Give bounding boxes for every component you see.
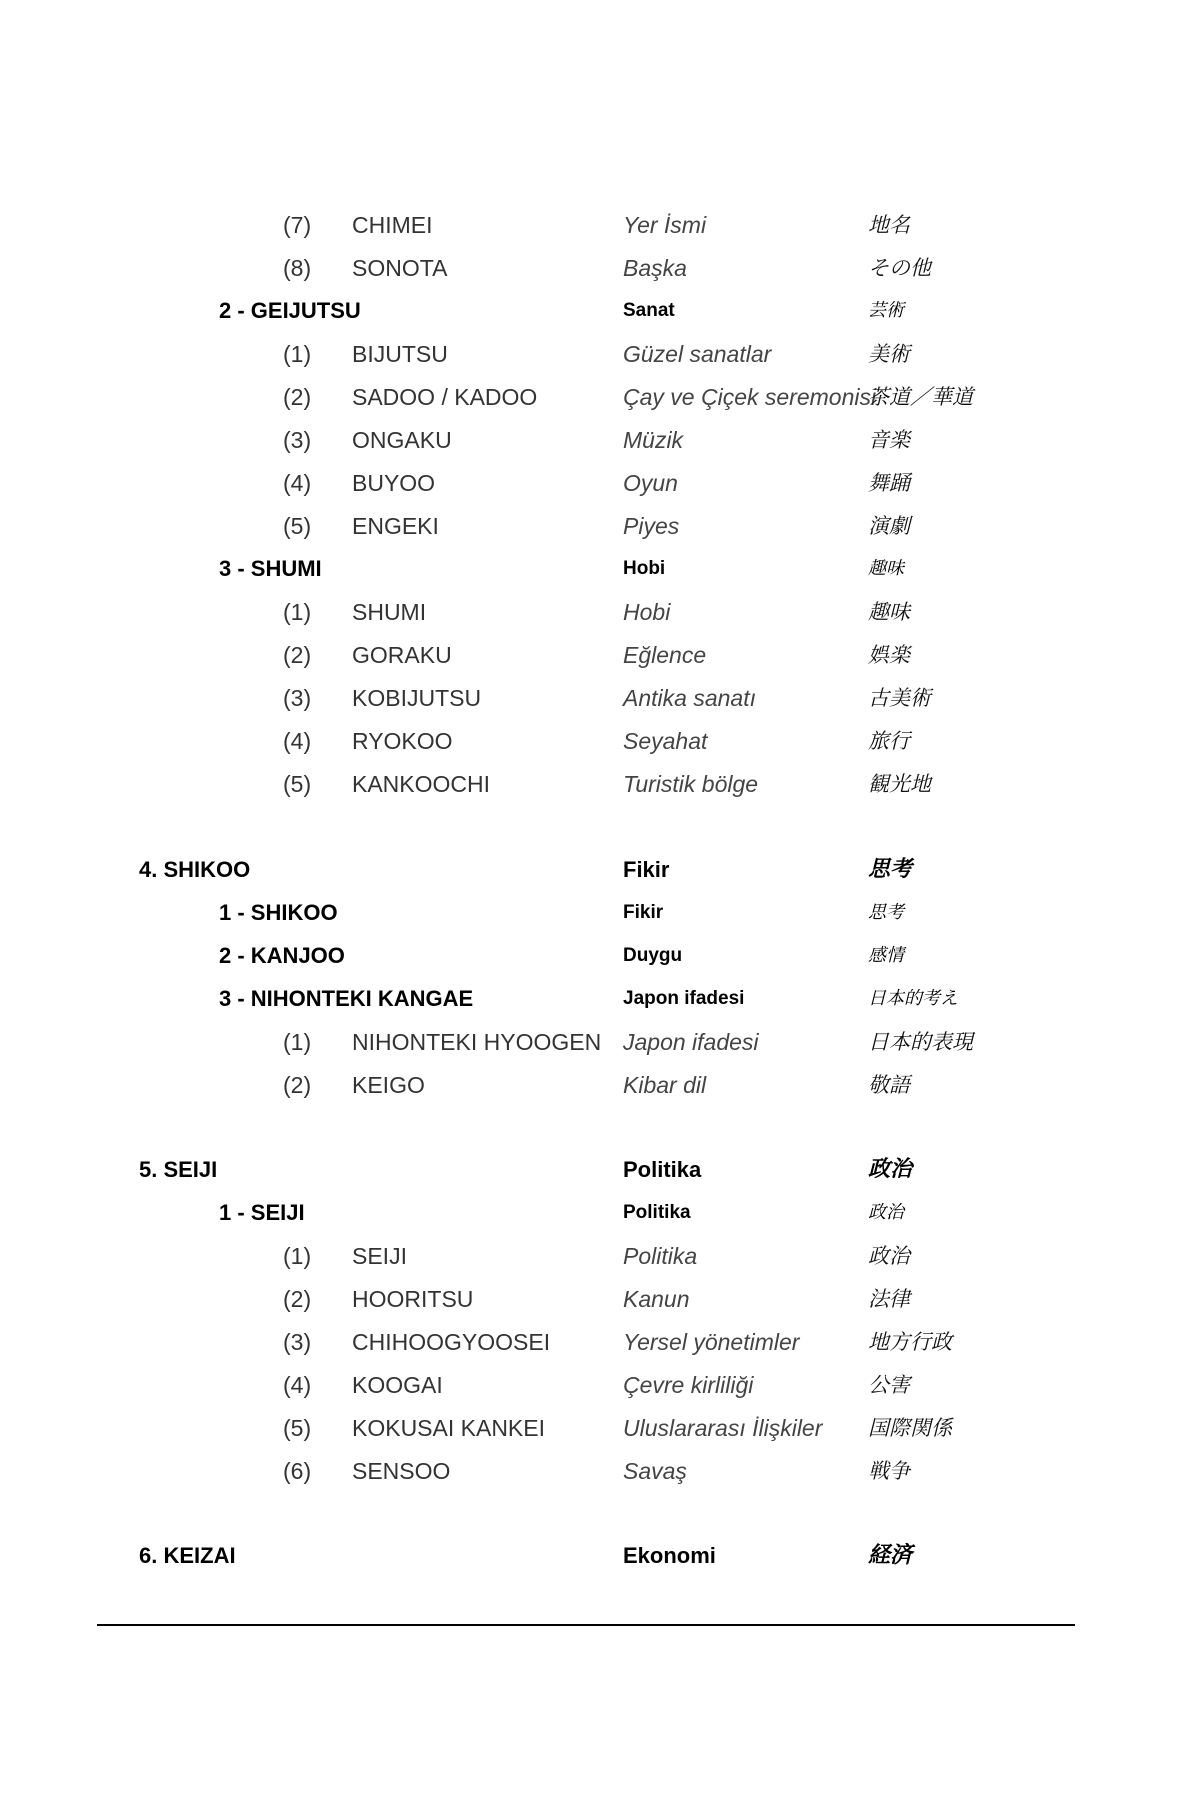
term-row: [0, 1408, 1200, 1448]
romaji-term: RYOKOO: [352, 728, 453, 754]
turkish-translation: Kibar dil: [623, 1072, 707, 1098]
item-number: (2): [283, 1286, 312, 1312]
japanese-term: 政治: [868, 1157, 913, 1182]
japanese-term: 美術: [868, 342, 910, 366]
term-row: [0, 635, 1200, 675]
turkish-translation: Duygu: [623, 945, 683, 966]
item-number: (4): [283, 1372, 312, 1398]
japanese-term: 観光地: [868, 772, 931, 796]
romaji-term: BUYOO: [352, 470, 436, 496]
turkish-translation: Eğlence: [623, 642, 707, 668]
term-row: [0, 506, 1200, 546]
romaji-term: NIHONTEKI HYOOGEN: [352, 1029, 602, 1055]
turkish-translation: Başka: [623, 255, 687, 281]
category-row: [0, 549, 1200, 589]
term-row: [0, 420, 1200, 460]
item-number: (3): [283, 427, 312, 453]
turkish-translation: Hobi: [623, 599, 671, 625]
japanese-term: 娯楽: [868, 643, 910, 667]
japanese-term: 日本的表現: [868, 1030, 973, 1054]
japanese-term: 戦争: [868, 1459, 910, 1483]
romaji-term: 2 - KANJOO: [219, 943, 345, 968]
item-number: (2): [283, 384, 312, 410]
term-row: [0, 1065, 1200, 1105]
japanese-term: 趣味: [868, 558, 904, 579]
term-row: [0, 334, 1200, 374]
japanese-term: 政治: [868, 1202, 904, 1223]
turkish-translation: Çay ve Çiçek seremonisi: [623, 384, 877, 410]
turkish-translation: Japon ifadesi: [623, 1029, 759, 1055]
japanese-term: 舞踊: [868, 471, 910, 495]
term-row: [0, 377, 1200, 417]
item-number: (1): [283, 341, 312, 367]
item-number: (2): [283, 642, 312, 668]
japanese-term: 地方行政: [868, 1330, 952, 1354]
romaji-term: SENSOO: [352, 1458, 451, 1484]
item-number: (4): [283, 728, 312, 754]
category-row: [0, 291, 1200, 331]
turkish-translation: Yersel yönetimler: [623, 1329, 800, 1355]
turkish-translation: Turistik bölge: [623, 771, 759, 797]
turkish-translation: Oyun: [623, 470, 678, 496]
romaji-term: KOBIJUTSU: [352, 685, 482, 711]
section-row: [0, 1150, 1200, 1190]
romaji-term: 3 - NIHONTEKI KANGAE: [219, 986, 474, 1011]
romaji-term: SADOO / KADOO: [352, 384, 538, 410]
japanese-term: 古美術: [868, 686, 931, 710]
turkish-translation: Hobi: [623, 558, 666, 579]
romaji-term: ENGEKI: [352, 513, 439, 539]
turkish-translation: Güzel sanatlar: [623, 341, 772, 367]
turkish-translation: Fikir: [623, 902, 664, 923]
section-row: [0, 850, 1200, 890]
turkish-translation: Japon ifadesi: [623, 988, 745, 1009]
turkish-translation: Uluslararası İlişkiler: [623, 1415, 823, 1441]
romaji-term: 5. SEIJI: [139, 1157, 218, 1182]
term-row: [0, 1451, 1200, 1491]
japanese-term: 日本的考え: [868, 988, 958, 1009]
term-row: [0, 1022, 1200, 1062]
romaji-term: 1 - SEIJI: [219, 1200, 305, 1225]
turkish-translation: Ekonomi: [623, 1543, 716, 1568]
japanese-term: 法律: [868, 1287, 910, 1311]
term-row: [0, 764, 1200, 804]
section-row: [0, 1536, 1200, 1576]
term-row: [0, 1322, 1200, 1362]
turkish-translation: Politika: [623, 1157, 702, 1182]
item-number: (7): [283, 212, 312, 238]
japanese-term: 趣味: [868, 600, 910, 624]
romaji-term: GORAKU: [352, 642, 452, 668]
romaji-term: KOKUSAI KANKEI: [352, 1415, 546, 1441]
romaji-term: SHUMI: [352, 599, 427, 625]
item-number: (2): [283, 1072, 312, 1098]
item-number: (1): [283, 599, 312, 625]
romaji-term: CHIMEI: [352, 212, 433, 238]
item-number: (1): [283, 1029, 312, 1055]
romaji-term: HOORITSU: [352, 1286, 474, 1312]
term-row: [0, 721, 1200, 761]
japanese-term: 芸術: [868, 300, 904, 321]
japanese-term: 演劇: [868, 514, 910, 538]
term-row: [0, 205, 1200, 245]
term-row: [0, 1279, 1200, 1319]
item-number: (3): [283, 1329, 312, 1355]
turkish-translation: Piyes: [623, 513, 680, 539]
japanese-term: 公害: [868, 1373, 910, 1397]
romaji-term: KANKOOCHI: [352, 771, 491, 797]
term-row: [0, 248, 1200, 288]
turkish-translation: Yer İsmi: [623, 212, 707, 238]
romaji-term: SONOTA: [352, 255, 448, 281]
footer-rule: [97, 1624, 1075, 1626]
item-number: (5): [283, 771, 312, 797]
item-number: (5): [283, 1415, 312, 1441]
term-row: [0, 1236, 1200, 1276]
japanese-term: 経済: [868, 1543, 913, 1568]
item-number: (4): [283, 470, 312, 496]
turkish-translation: Fikir: [623, 857, 670, 882]
romaji-term: KEIGO: [352, 1072, 425, 1098]
item-number: (3): [283, 685, 312, 711]
japanese-term: その他: [868, 256, 931, 280]
turkish-translation: Antika sanatı: [623, 685, 756, 711]
romaji-term: CHIHOOGYOOSEI: [352, 1329, 551, 1355]
japanese-term: 思考: [868, 857, 913, 882]
japanese-term: 敬語: [868, 1073, 910, 1097]
japanese-term: 音楽: [868, 428, 910, 452]
item-number: (6): [283, 1458, 312, 1484]
japanese-term: 国際関係: [868, 1416, 952, 1440]
romaji-term: 3 - SHUMI: [219, 556, 322, 581]
turkish-translation: Politika: [623, 1243, 698, 1269]
japanese-term: 感情: [868, 945, 904, 966]
japanese-term: 政治: [868, 1244, 910, 1268]
category-row: [0, 893, 1200, 933]
turkish-translation: Savaş: [623, 1458, 687, 1484]
turkish-translation: Müzik: [623, 427, 684, 453]
item-number: (5): [283, 513, 312, 539]
romaji-term: 2 - GEIJUTSU: [219, 298, 361, 323]
turkish-translation: Seyahat: [623, 728, 708, 754]
romaji-term: BIJUTSU: [352, 341, 448, 367]
category-row: [0, 979, 1200, 1019]
item-number: (1): [283, 1243, 312, 1269]
term-row: [0, 1365, 1200, 1405]
romaji-term: 4. SHIKOO: [139, 857, 251, 882]
romaji-term: 6. KEIZAI: [139, 1543, 236, 1568]
category-row: [0, 1193, 1200, 1233]
japanese-term: 地名: [868, 213, 910, 237]
term-row: [0, 592, 1200, 632]
term-row: [0, 463, 1200, 503]
turkish-translation: Politika: [623, 1202, 691, 1223]
romaji-term: ONGAKU: [352, 427, 452, 453]
term-row: [0, 678, 1200, 718]
category-row: [0, 936, 1200, 976]
romaji-term: 1 - SHIKOO: [219, 900, 338, 925]
romaji-term: SEIJI: [352, 1243, 407, 1269]
turkish-translation: Çevre kirliliği: [623, 1372, 754, 1398]
japanese-term: 茶道／華道: [868, 385, 973, 409]
romaji-term: KOOGAI: [352, 1372, 443, 1398]
turkish-translation: Sanat: [623, 300, 675, 321]
japanese-term: 思考: [868, 902, 904, 923]
item-number: (8): [283, 255, 312, 281]
japanese-term: 旅行: [868, 729, 910, 753]
turkish-translation: Kanun: [623, 1286, 690, 1312]
